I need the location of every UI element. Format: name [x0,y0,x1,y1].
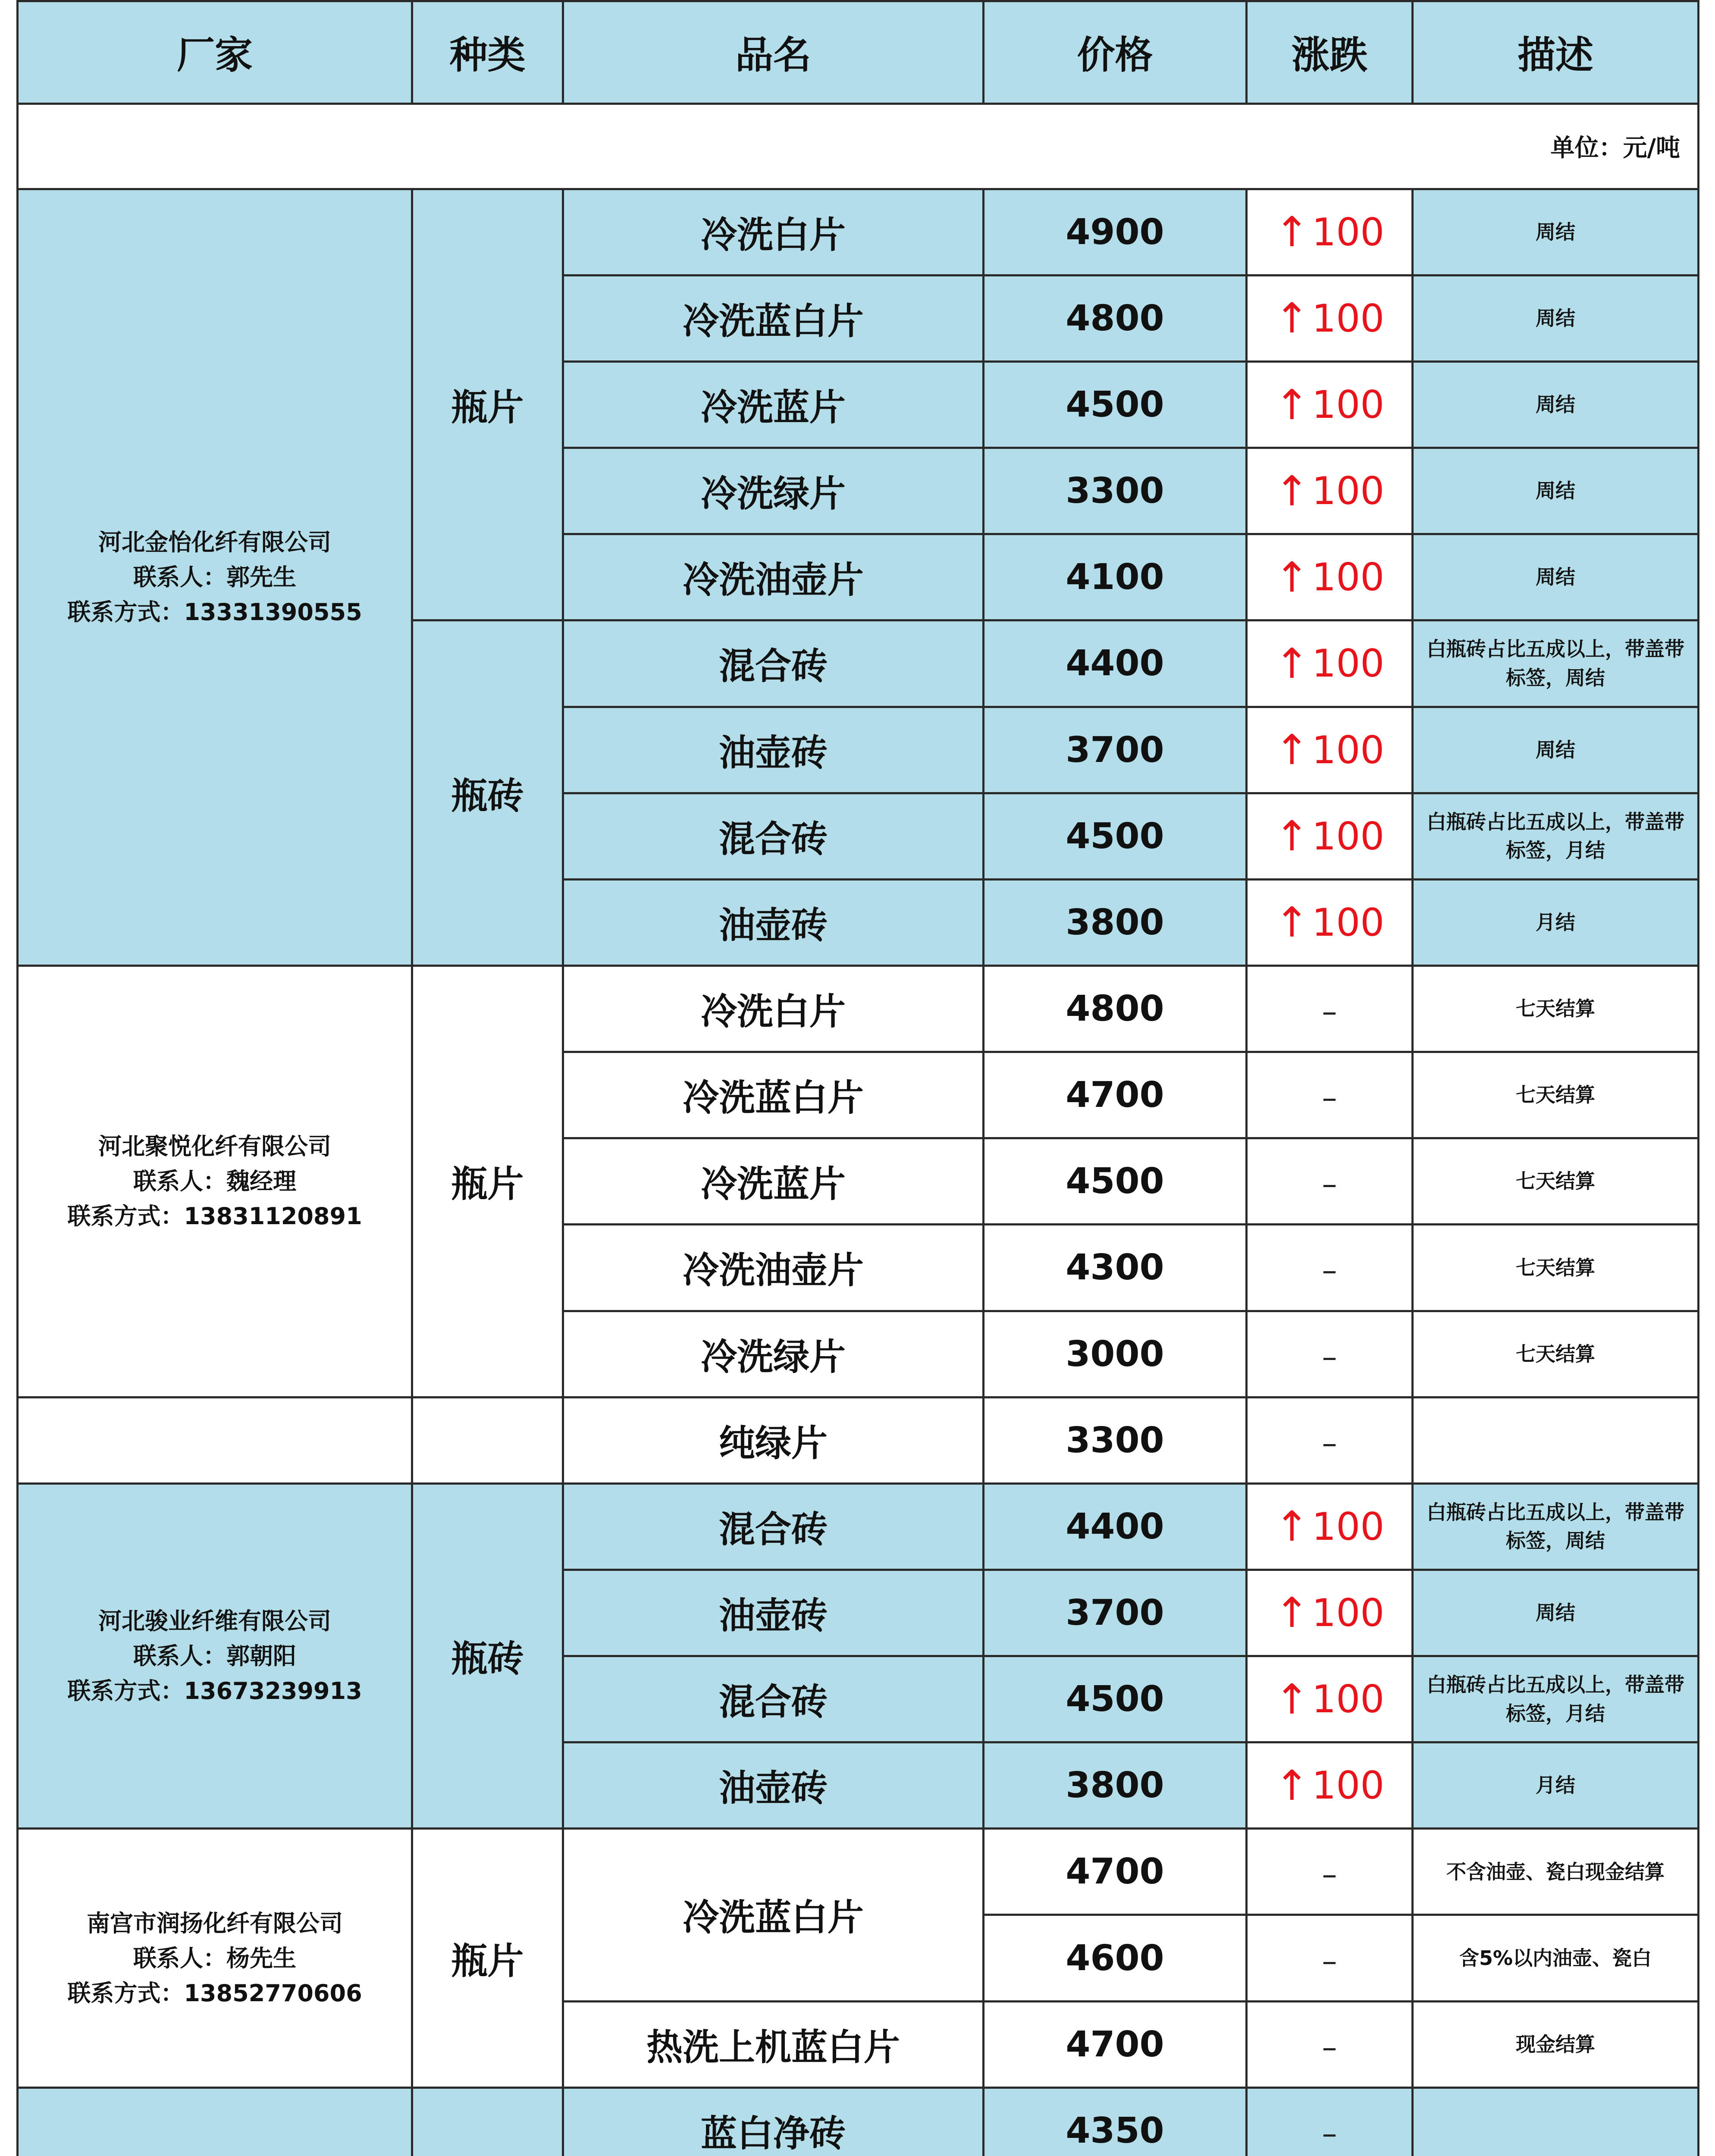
change-cell [1247,275,1413,361]
change-cell [1247,1311,1413,1397]
company-cell [18,965,412,1397]
price-value: 3300 [984,1397,1247,1483]
change-value: – [1322,1253,1337,1288]
product-name: 冷洗绿片 [563,1311,984,1397]
change-cell [1247,2087,1413,2156]
description: 七天结算 [1413,1311,1699,1397]
product-name: 油壶砖 [563,1742,984,1829]
change-cell [1247,707,1413,793]
change-cell [1247,1656,1413,1742]
description: 周结 [1413,361,1699,448]
table-row [18,1483,1699,1570]
price-value: 4400 [984,1483,1247,1570]
change-value: – [1322,2029,1337,2065]
description: 现金结算 [1413,2001,1699,2087]
product-name: 油壶砖 [563,879,984,965]
up-arrow-icon: ↑ [1274,898,1310,947]
change-value: 100 [1312,1677,1385,1722]
unit-row [18,103,1699,189]
change-cell [1247,879,1413,965]
change-value: 100 [1312,900,1385,945]
description: 七天结算 [1413,1052,1699,1138]
product-name: 蓝白净砖 [563,2087,984,2156]
change-cell [1247,1138,1413,1225]
up-arrow-icon: ↑ [1274,467,1310,515]
price-value: 4100 [984,534,1247,620]
up-arrow-icon: ↑ [1274,1675,1310,1724]
description: 七天结算 [1413,965,1699,1052]
price-value: 4500 [984,1656,1247,1742]
company-phone: 联系方式：13831120891 [67,1203,362,1230]
description: 月结 [1413,1742,1699,1829]
product-name: 混合砖 [563,793,984,879]
price-value: 3800 [984,1742,1247,1829]
change-value: 100 [1312,555,1385,600]
price-value: 3700 [984,1570,1247,1656]
change-cell [1247,361,1413,448]
product-name: 冷洗蓝白片 [563,275,984,361]
empty-company-cell [18,1397,412,1483]
product-name: 冷洗油壶片 [563,1225,984,1311]
change-cell [1247,1052,1413,1138]
up-arrow-icon: ↑ [1274,380,1310,429]
up-arrow-icon: ↑ [1274,726,1310,774]
change-cell [1247,2001,1413,2087]
change-cell [1247,1397,1413,1483]
price-value: 4800 [984,965,1247,1052]
company-contact: 联系人：魏经理 [133,1168,296,1195]
unit-label: 单位：元/吨 [18,103,1699,189]
change-value: – [1322,1080,1337,1116]
product-name: 冷洗蓝白片 [563,1829,984,2001]
change-value: – [1322,1339,1337,1375]
up-arrow-icon: ↑ [1274,1502,1310,1551]
table-row [18,2087,1699,2156]
description: 周结 [1413,534,1699,620]
price-value: 4500 [984,793,1247,879]
product-name: 冷洗蓝白片 [563,1052,984,1138]
price-value: 4400 [984,620,1247,707]
price-value: 3300 [984,448,1247,534]
product-name: 冷洗绿片 [563,448,984,534]
price-value: 4300 [984,1225,1247,1311]
price-value: 4700 [984,2001,1247,2087]
company-name: 南宫市润扬化纤有限公司 [87,1909,343,1937]
description: 白瓶砖占比五成以上，带盖带标签，月结 [1413,1656,1699,1742]
change-cell [1247,448,1413,534]
change-cell [1247,965,1413,1052]
price-value: 3000 [984,1311,1247,1397]
price-value: 4700 [984,1829,1247,1915]
company-phone: 联系方式：13673239913 [67,1677,362,1705]
header-row [18,1,1699,104]
change-cell [1247,1915,1413,2001]
price-value: 4500 [984,361,1247,448]
description: 周结 [1413,275,1699,361]
company-name: 河北金怡化纤有限公司 [98,529,331,556]
description: 白瓶砖占比五成以上，带盖带标签，月结 [1413,793,1699,879]
description: 周结 [1413,189,1699,275]
product-name: 冷洗蓝片 [563,1138,984,1225]
price-value: 4600 [984,1915,1247,2001]
product-name: 油壶砖 [563,1570,984,1656]
change-cell [1247,793,1413,879]
price-value: 3700 [984,707,1247,793]
change-value: 100 [1312,1504,1385,1549]
change-cell [1247,189,1413,275]
category-cell: 瓶片 [412,965,563,1397]
price-table [16,0,1699,2156]
description: 白瓶砖占比五成以上，带盖带标签，周结 [1413,1483,1699,1570]
product-name: 冷洗白片 [563,189,984,275]
company-cell [18,189,412,965]
product-name: 热洗上机蓝白片 [563,2001,984,2087]
description: 不含油壶、瓷白现金结算 [1413,1829,1699,1915]
description: 七天结算 [1413,1225,1699,1311]
category-cell: 瓶砖 [412,1483,563,1829]
product-name: 冷洗蓝片 [563,361,984,448]
empty-category-cell [412,1397,563,1483]
header-type: 种类 [412,1,563,104]
company-phone: 联系方式：13852770606 [67,1979,362,2007]
change-value: – [1322,1943,1337,1979]
description [1413,1397,1699,1483]
price-value: 4350 [984,2087,1247,2156]
change-value: 100 [1312,1590,1385,1635]
product-name: 混合砖 [563,1483,984,1570]
change-cell [1247,1829,1413,1915]
company-name: 河北骏业纤维有限公司 [98,1608,331,1635]
header-change: 涨跌 [1247,1,1413,104]
change-value: – [1322,1857,1337,1893]
table-row [18,1829,1699,1915]
change-value: 100 [1312,727,1385,772]
product-name: 冷洗油壶片 [563,534,984,620]
price-value: 4900 [984,189,1247,275]
price-value: 4700 [984,1052,1247,1138]
product-name: 纯绿片 [563,1397,984,1483]
description: 周结 [1413,707,1699,793]
description: 周结 [1413,448,1699,534]
change-cell [1247,1483,1413,1570]
price-value: 4500 [984,1138,1247,1225]
up-arrow-icon: ↑ [1274,639,1310,688]
header-price: 价格 [984,1,1247,104]
table-row [18,189,1699,275]
category-cell: 瓶片 [412,189,563,620]
up-arrow-icon: ↑ [1274,208,1310,257]
company-contact: 联系人：杨先生 [133,1944,296,1972]
change-value: 100 [1312,641,1385,686]
table-row [18,965,1699,1052]
header-desc: 描述 [1413,1,1699,104]
change-value: – [1322,1166,1337,1202]
product-name: 混合砖 [563,1656,984,1742]
category-cell: 瓶片 [412,1829,563,2087]
description: 周结 [1413,1570,1699,1656]
price-value: 4800 [984,275,1247,361]
category-cell: 瓶砖 [412,620,563,966]
company-name: 河北聚悦化纤有限公司 [98,1133,331,1160]
up-arrow-icon: ↑ [1274,1589,1310,1637]
change-value: 100 [1312,814,1385,859]
up-arrow-icon: ↑ [1274,553,1310,602]
change-value: 100 [1312,1763,1385,1808]
change-value: 100 [1312,469,1385,514]
description: 含5%以内油壶、瓷白 [1413,1915,1699,2001]
up-arrow-icon: ↑ [1274,1761,1310,1810]
company-cell [18,1483,412,1829]
description: 月结 [1413,879,1699,965]
description: 白瓶砖占比五成以上，带盖带标签，周结 [1413,620,1699,707]
product-name: 冷洗白片 [563,965,984,1052]
change-value: 100 [1312,210,1385,254]
price-value: 3800 [984,879,1247,965]
change-value: – [1322,994,1337,1029]
change-value: – [1322,2115,1337,2151]
change-cell [1247,1225,1413,1311]
company-phone: 联系方式：13331390555 [67,599,362,626]
change-value: 100 [1312,382,1385,427]
company-contact: 联系人：郭朝阳 [133,1642,296,1670]
up-arrow-icon: ↑ [1274,294,1310,343]
change-value: – [1322,1425,1337,1461]
up-arrow-icon: ↑ [1274,812,1310,861]
change-cell [1247,620,1413,707]
product-name: 混合砖 [563,620,984,707]
change-cell [1247,1742,1413,1829]
header-factory: 厂家 [18,1,412,104]
header-product: 品名 [563,1,984,104]
description [1413,2087,1699,2156]
table-row [18,1397,1699,1483]
company-cell [18,2087,412,2156]
change-cell [1247,534,1413,620]
product-name: 油壶砖 [563,707,984,793]
change-value: 100 [1312,296,1385,341]
change-cell [1247,1570,1413,1656]
company-contact: 联系人：郭先生 [133,564,296,591]
description: 七天结算 [1413,1138,1699,1225]
company-cell [18,1829,412,2087]
empty-category-cell [412,2087,563,2156]
